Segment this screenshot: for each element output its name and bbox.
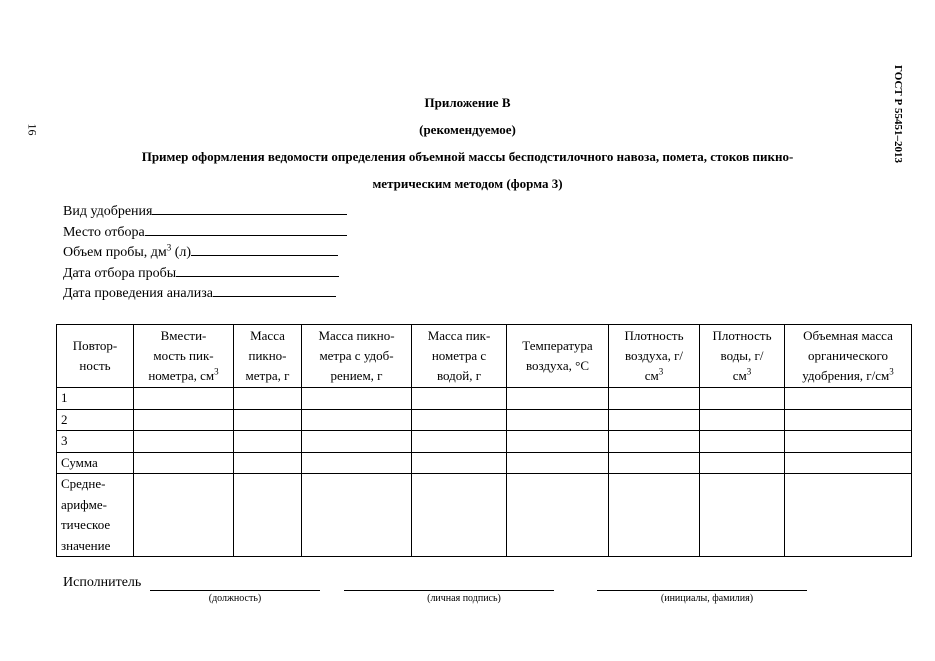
page-number: 16 xyxy=(25,123,40,136)
measurement-table xyxy=(56,324,912,557)
name-caption: (инициалы, фамилия) xyxy=(660,593,754,604)
table-cell[interactable] xyxy=(134,388,234,410)
table-cell[interactable] xyxy=(700,452,785,474)
column-header: Масса пикно- метра, г xyxy=(234,325,302,388)
row-label: 1 xyxy=(57,388,134,410)
table-cell[interactable] xyxy=(302,388,412,410)
position-caption: (должность) xyxy=(208,593,262,604)
table-cell[interactable] xyxy=(302,431,412,453)
table-cell[interactable] xyxy=(412,452,507,474)
table-cell[interactable] xyxy=(302,409,412,431)
table-cell[interactable] xyxy=(234,452,302,474)
column-header: Плотность воды, г/ $см^3$ xyxy=(700,325,785,388)
analysis-date-line[interactable] xyxy=(213,284,336,297)
table-cell[interactable] xyxy=(785,452,912,474)
table-cell[interactable] xyxy=(234,431,302,453)
sample-volume-line[interactable] xyxy=(191,243,338,256)
row-label: Средне- арифме- тическое значение xyxy=(57,474,134,557)
table-cell[interactable] xyxy=(302,474,412,557)
table-cell[interactable] xyxy=(507,431,609,453)
fertilizer-type-label: Вид удобрения xyxy=(63,204,153,219)
table-row xyxy=(57,452,912,474)
signature-line[interactable] xyxy=(344,590,554,591)
table-cell[interactable] xyxy=(700,409,785,431)
table-cell[interactable] xyxy=(785,431,912,453)
table-row xyxy=(57,388,912,410)
sampling-place-field xyxy=(63,223,347,244)
table-cell[interactable] xyxy=(507,474,609,557)
sampling-date-field xyxy=(63,264,347,285)
table-cell[interactable] xyxy=(785,409,912,431)
table-cell[interactable] xyxy=(234,409,302,431)
table-cell[interactable] xyxy=(609,388,700,410)
form-fields xyxy=(63,202,347,305)
sampling-place-label: Место отбора xyxy=(63,224,145,240)
column-header: Объемная масса органического удобрения, $г/см^3$ xyxy=(785,325,912,388)
fertilizer-type-field xyxy=(63,202,347,223)
table-cell[interactable] xyxy=(700,474,785,557)
column-header: Температура воздуха, °С xyxy=(507,325,609,388)
table-cell[interactable] xyxy=(134,431,234,453)
fertilizer-type-line[interactable] xyxy=(152,202,347,215)
table-cell[interactable] xyxy=(134,452,234,474)
table-cell[interactable] xyxy=(507,452,609,474)
sampling-place-line[interactable] xyxy=(145,223,347,236)
appendix-caption-line2: метрическим методом (форма 3) xyxy=(372,176,563,191)
table-cell[interactable] xyxy=(302,452,412,474)
analysis-date-label: Дата проведения анализа xyxy=(63,286,213,301)
table-cell[interactable] xyxy=(134,409,234,431)
table-cell[interactable] xyxy=(234,388,302,410)
name-line[interactable] xyxy=(597,590,807,591)
standard-code: ГОСТ Р 55451–2013 xyxy=(892,65,904,163)
table-cell[interactable] xyxy=(412,474,507,557)
row-label: Сумма xyxy=(57,452,134,474)
sample-volume-label: Объем пробы, $дм^3$ (л) xyxy=(63,242,192,260)
row-label: 2 xyxy=(57,409,134,431)
table-row xyxy=(57,474,912,557)
table-cell[interactable] xyxy=(412,388,507,410)
column-header: Повтор- ность xyxy=(57,325,134,388)
column-header: Плотность воздуха, г/ $см^3$ xyxy=(609,325,700,388)
table-cell[interactable] xyxy=(507,409,609,431)
position-line[interactable] xyxy=(150,590,320,591)
table-cell[interactable] xyxy=(412,431,507,453)
sample-volume-field xyxy=(63,243,347,264)
table-cell[interactable] xyxy=(609,452,700,474)
table-row xyxy=(57,409,912,431)
table-cell[interactable] xyxy=(609,474,700,557)
table-cell[interactable] xyxy=(609,431,700,453)
sampling-date-label: Дата отбора пробы xyxy=(63,265,177,281)
column-header: Масса пикно- метра с удоб- рением, г xyxy=(302,325,412,388)
table-cell[interactable] xyxy=(700,388,785,410)
appendix-caption-line1: Пример оформления ведомости определения объемной массы бесподстилочного навоза, помета, стоков пикно- xyxy=(141,149,794,164)
appendix-status: (рекомендуемое) xyxy=(419,122,516,137)
table-row xyxy=(57,431,912,453)
signature-caption: (личная подпись) xyxy=(427,593,501,604)
table-cell[interactable] xyxy=(507,388,609,410)
column-header: Масса пик- нометра с водой, г xyxy=(412,325,507,388)
table-cell[interactable] xyxy=(785,474,912,557)
table-cell[interactable] xyxy=(234,474,302,557)
signature-block xyxy=(63,575,823,615)
table-cell[interactable] xyxy=(700,431,785,453)
analysis-date-field xyxy=(63,284,347,305)
row-label: 3 xyxy=(57,431,134,453)
table-cell[interactable] xyxy=(785,388,912,410)
table-cell[interactable] xyxy=(412,409,507,431)
column-header: Вмести- мость пик- нометра, $см^3$ xyxy=(134,325,234,388)
table-header-row xyxy=(57,325,912,388)
sampling-date-line[interactable] xyxy=(176,264,339,277)
appendix-title: Приложение В xyxy=(424,95,511,110)
table-cell[interactable] xyxy=(609,409,700,431)
executor-label: Исполнитель xyxy=(63,575,142,590)
table-cell[interactable] xyxy=(134,474,234,557)
